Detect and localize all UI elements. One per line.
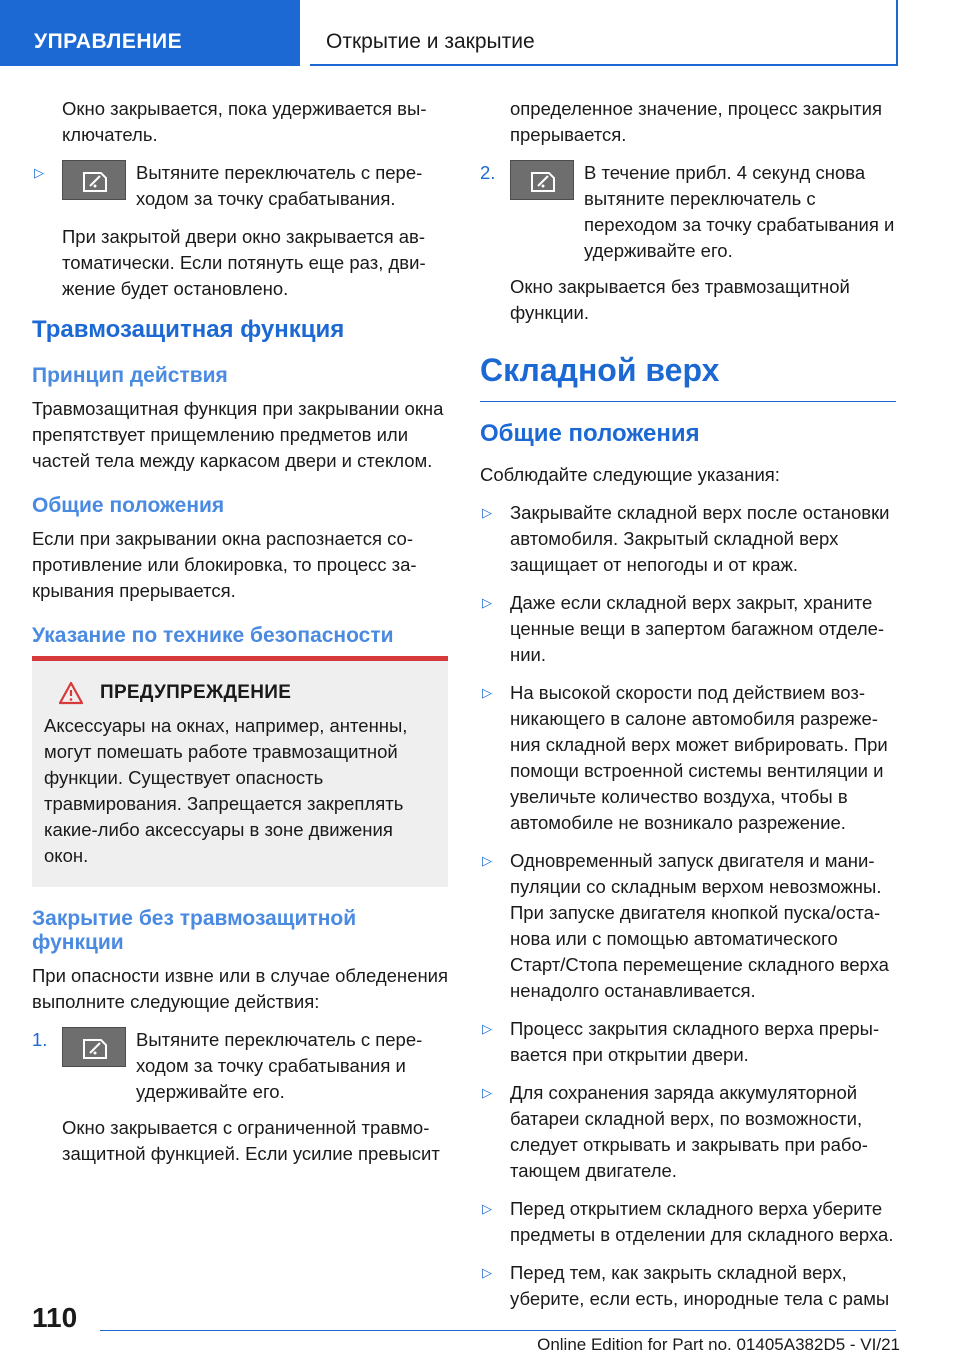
section-heading: Общие положения bbox=[480, 420, 700, 447]
topic-title: Открытие и закрытие bbox=[310, 0, 898, 66]
list-item bbox=[480, 590, 896, 668]
triangle-right-icon: ▷ bbox=[34, 165, 44, 180]
warning-box bbox=[32, 656, 448, 887]
right-column bbox=[480, 96, 896, 1324]
paragraph: При опасности извне или в случае обледенения выполните следующие действия: bbox=[32, 965, 449, 1012]
warning-label: ПРЕДУПРЕЖДЕНИЕ bbox=[100, 682, 292, 703]
window-switch-icon bbox=[62, 160, 126, 200]
list-item-text: Для сохранения заряда аккумуляторной батареи складной верх, по возможности, следует открывать и закрывать при работающем двигателе. bbox=[510, 1082, 868, 1181]
triangle-right-icon: ▷ bbox=[482, 1265, 492, 1280]
window-switch-icon bbox=[62, 1027, 126, 1067]
subsection-heading: Принцип действия bbox=[32, 364, 228, 387]
page-number: 110 bbox=[32, 1302, 78, 1333]
paragraph: При закрытой двери окно закрывается автоматически. Если потянуть еще раз, движение будет остановлено. bbox=[62, 226, 426, 299]
section-tab: УПРАВЛЕНИЕ bbox=[0, 0, 300, 66]
subsection-heading: Закрытие без травмозащитной функции bbox=[32, 907, 357, 954]
paragraph: Окно закрывается без травмозащитной функции. bbox=[510, 276, 850, 323]
subsection-heading: Общие положения bbox=[32, 494, 225, 517]
list-item-text: Вытяните переключатель с переходом за точку срабатывания. bbox=[136, 162, 423, 209]
warning-triangle-icon bbox=[58, 681, 84, 705]
triangle-right-icon: ▷ bbox=[482, 505, 492, 520]
warning-title bbox=[44, 681, 434, 705]
list-item-text: На высокой скорости под действием возникающего в салоне автомобиля разрежения складной верх может вибрировать. При помощи встроенной системы вентиляции и увеличьте количество воздуха, чтобы в автомобиле не возникало разрежение. bbox=[510, 682, 888, 833]
list-item-text: Даже если складной верх закрыт, храните ценные вещи в запертом багажном отделении. bbox=[510, 592, 885, 665]
paragraph: Травмозащитная функция при закрывании окна препятствует прищемлению предметов или частей тела между каркасом двери и стеклом. bbox=[32, 398, 444, 471]
paragraph: Если при закрывании окна распознается сопротивление или блокировка, то процесс закрывания прерывается. bbox=[32, 528, 417, 601]
triangle-right-icon: ▷ bbox=[482, 1085, 492, 1100]
numbered-step bbox=[32, 1027, 448, 1105]
list-item bbox=[32, 160, 448, 212]
list-item bbox=[480, 1260, 896, 1312]
triangle-right-icon: ▷ bbox=[482, 1201, 492, 1216]
triangle-right-icon: ▷ bbox=[482, 853, 492, 868]
list-item bbox=[480, 1016, 896, 1068]
window-switch-icon bbox=[510, 160, 574, 200]
warning-text: Аксессуары на окнах, например, антенны, могут помешать работе травмозащитной функции. Существует опасность травмирования. Запрещается закреплять какие-либо аксессуары в зоне движения окон. bbox=[44, 715, 408, 866]
list-item bbox=[480, 848, 896, 1004]
triangle-right-icon: ▷ bbox=[482, 685, 492, 700]
left-column bbox=[32, 96, 448, 1179]
paragraph: Окно закрывается, пока удерживается выключатель. bbox=[62, 98, 427, 145]
list-item bbox=[480, 500, 896, 578]
paragraph: Соблюдайте следующие указания: bbox=[480, 464, 780, 485]
subsection-heading: Указание по технике безопасности bbox=[32, 624, 394, 647]
section-heading: Травмозащитная функция bbox=[32, 316, 345, 343]
triangle-right-icon: ▷ bbox=[482, 1021, 492, 1036]
step-text: В течение прибл. 4 секунд снова вытяните переключатель с переходом за точку срабатывания и удерживайте его. bbox=[584, 162, 895, 261]
step-text: Вытяните переключатель с переходом за точку срабатывания и удерживайте его. bbox=[136, 1029, 423, 1102]
paragraph: определенное значение, процесс закрытия прерывается. bbox=[510, 98, 882, 145]
list-item-text: Одновременный запуск двигателя и манипуляции со складным верхом невозможны. При запуске двигателя кнопкой пуска/останова или с помощью автоматического Старт/Стопа перемещение складного верха ненадолго останавливается. bbox=[510, 850, 889, 1001]
step-number: 2. bbox=[480, 162, 496, 183]
list-item bbox=[480, 1196, 896, 1248]
numbered-step bbox=[480, 160, 896, 264]
list-item bbox=[480, 1080, 896, 1184]
triangle-right-icon: ▷ bbox=[482, 595, 492, 610]
paragraph: Окно закрывается с ограниченной травмозащитной функцией. Если усилие превысит bbox=[62, 1117, 440, 1164]
page-header bbox=[0, 0, 960, 66]
edition-note: Online Edition for Part no. 01405A382D5 - VI/21 bbox=[537, 1335, 900, 1354]
list-item-text: Процесс закрытия складного верха прерывается при открытии двери. bbox=[510, 1018, 880, 1065]
list-item-text: Закрывайте складной верх после остановки автомобиля. Закрытый складной верх защищает от непогоды и от краж. bbox=[510, 502, 890, 575]
step-number: 1. bbox=[32, 1029, 48, 1050]
list-item bbox=[480, 680, 896, 836]
footer-divider bbox=[100, 1330, 896, 1331]
list-item-text: Перед тем, как закрыть складной верх, уберите, если есть, инородные тела с рамы bbox=[510, 1262, 890, 1309]
list-item-text: Перед открытием складного верха уберите предметы в отделении для складного верха. bbox=[510, 1198, 894, 1245]
chapter-heading: Складной верх bbox=[480, 352, 896, 402]
